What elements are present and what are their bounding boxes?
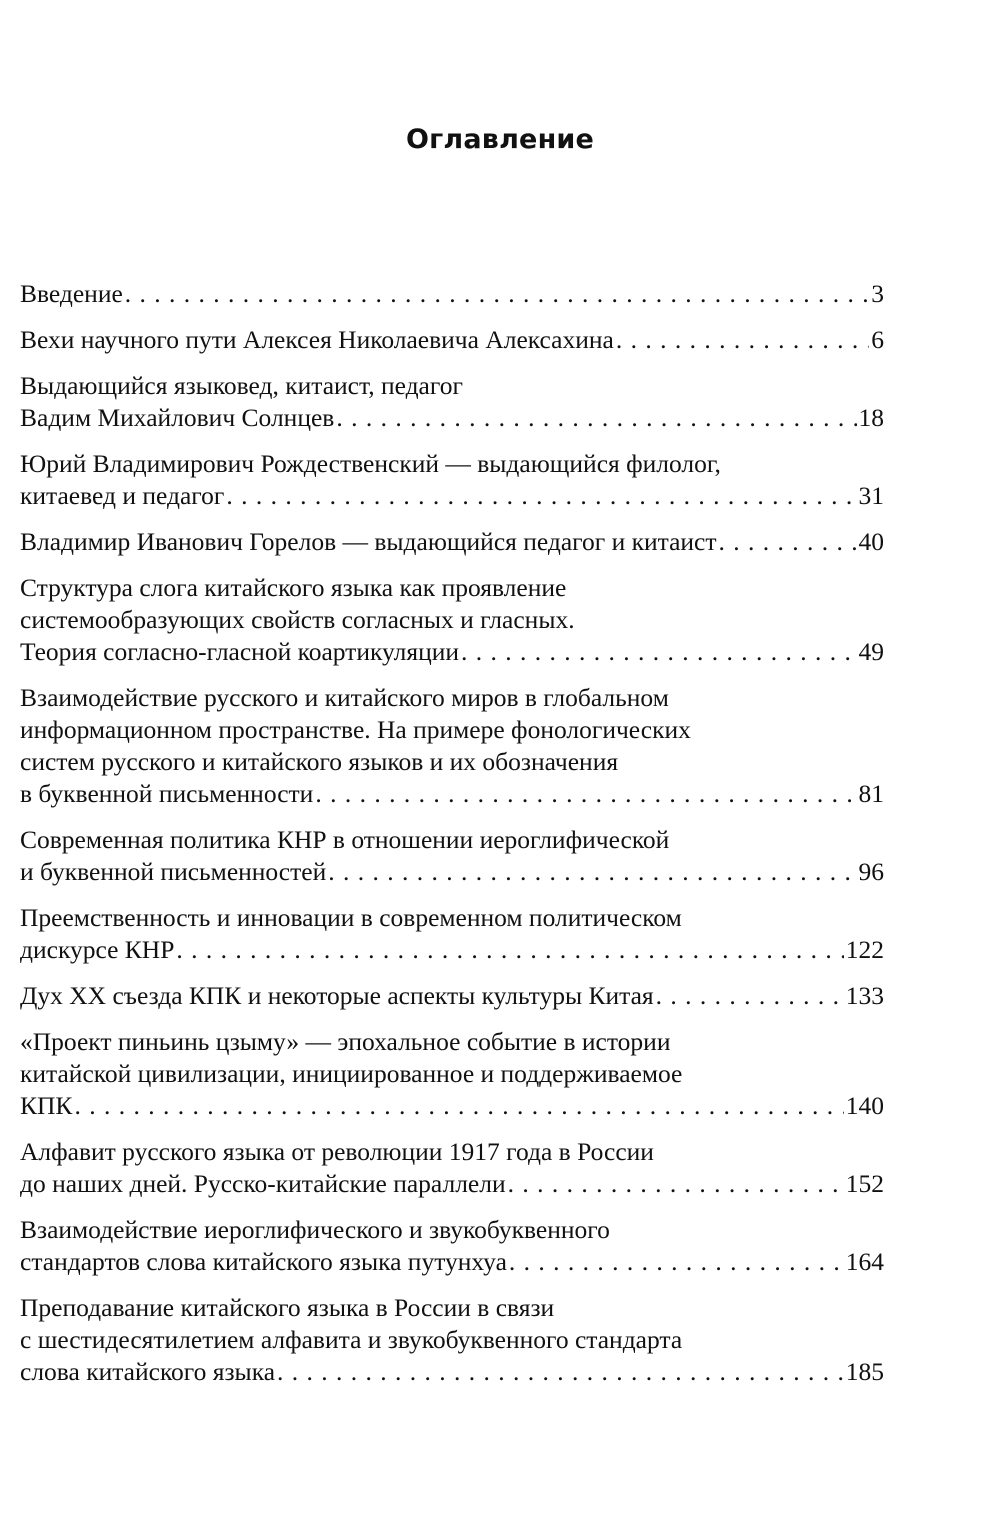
toc-entry-line: дискурсе КНР bbox=[20, 935, 175, 964]
toc-entry bbox=[20, 278, 884, 310]
toc-entry-line: Выдающийся языковед, китаист, педагог bbox=[20, 371, 463, 400]
toc-entry-line: слова китайского языка bbox=[20, 1357, 276, 1386]
dot-leader bbox=[461, 636, 856, 668]
dot-leader bbox=[315, 778, 856, 810]
toc-entry-last-line bbox=[20, 1356, 884, 1388]
toc-entry bbox=[20, 526, 884, 558]
toc-entry-last-line bbox=[20, 402, 884, 434]
dot-leader bbox=[508, 1168, 844, 1200]
toc-entry-line: Преемственность и инновации в современном политическом bbox=[20, 903, 682, 932]
dot-leader bbox=[336, 402, 856, 434]
toc-page-number: 31 bbox=[858, 481, 884, 510]
dot-leader bbox=[176, 934, 843, 966]
toc-page-number: 96 bbox=[858, 857, 884, 886]
toc-entry-line: Владимир Иванович Горелов — выдающийся педагог и китаист bbox=[20, 527, 717, 556]
dot-leader bbox=[328, 856, 856, 888]
toc-entry-last-line bbox=[20, 1168, 884, 1200]
toc-page-number: 3 bbox=[871, 279, 884, 308]
toc-entry bbox=[20, 1026, 884, 1122]
toc-entry-last-line bbox=[20, 778, 884, 810]
toc-page-number: 40 bbox=[858, 527, 884, 556]
toc-entry-line: информационном пространстве. На примере фонологических bbox=[20, 715, 691, 744]
toc-entry bbox=[20, 1292, 884, 1388]
toc-entry-line: систем русского и китайского языков и их обозначения bbox=[20, 747, 619, 776]
dot-leader bbox=[125, 278, 869, 310]
toc-entry-line: и буквенной письменностей bbox=[20, 857, 327, 886]
toc-entry bbox=[20, 370, 884, 434]
toc-entry-last-line bbox=[20, 980, 884, 1012]
toc-page-number: 122 bbox=[845, 935, 884, 964]
toc-entry bbox=[20, 448, 884, 512]
toc-entry-last-line bbox=[20, 1090, 884, 1122]
dot-leader bbox=[74, 1090, 843, 1122]
toc-entry bbox=[20, 980, 884, 1012]
toc-page-number: 133 bbox=[845, 981, 884, 1010]
toc-entry-line: Юрий Владимирович Рождественский — выдающийся филолог, bbox=[20, 449, 721, 478]
toc-entry-last-line bbox=[20, 480, 884, 512]
toc-entry bbox=[20, 1214, 884, 1278]
toc-page-number: 49 bbox=[858, 637, 884, 666]
toc-entry-last-line bbox=[20, 636, 884, 668]
dot-leader bbox=[277, 1356, 844, 1388]
toc-entry bbox=[20, 824, 884, 888]
toc-entry-line: китаевед и педагог bbox=[20, 481, 225, 510]
toc-entry-line: Современная политика КНР в отношении иероглифической bbox=[20, 825, 670, 854]
toc-entry-line: китайской цивилизации, инициированное и поддерживаемое bbox=[20, 1059, 683, 1088]
toc-entry-last-line bbox=[20, 278, 884, 310]
dot-leader bbox=[656, 980, 844, 1012]
toc-page-number: 6 bbox=[871, 325, 884, 354]
dot-leader bbox=[719, 526, 857, 558]
toc-entry bbox=[20, 902, 884, 966]
page-title: Оглавление bbox=[405, 124, 595, 155]
toc-entry-last-line bbox=[20, 1246, 884, 1278]
toc-entry-last-line bbox=[20, 526, 884, 558]
toc-entry-line: Теория согласно-гласной коартикуляции bbox=[20, 637, 460, 666]
toc-entry-line: с шестидесятилетием алфавита и звукобуквенного стандарта bbox=[20, 1325, 683, 1354]
toc-entry bbox=[20, 1136, 884, 1200]
dot-leader bbox=[616, 324, 869, 356]
toc-entry bbox=[20, 324, 884, 356]
toc-page-number: 185 bbox=[845, 1357, 884, 1386]
toc-entry-line: системообразующих свойств согласных и гласных. bbox=[20, 605, 575, 634]
toc-entry-line: «Проект пиньинь цзыму» — эпохальное событие в истории bbox=[20, 1027, 671, 1056]
toc-entry-line: Структура слога китайского языка как проявление bbox=[20, 573, 567, 602]
toc-entry-line: стандартов слова китайского языка путунхуа bbox=[20, 1247, 507, 1276]
toc-entry bbox=[20, 572, 884, 668]
toc-entry-last-line bbox=[20, 856, 884, 888]
toc-page-number: 18 bbox=[858, 403, 884, 432]
dot-leader bbox=[226, 480, 856, 512]
toc-entry-line: Вадим Михайлович Солнцев bbox=[20, 403, 335, 432]
toc-entry-line: Алфавит русского языка от революции 1917 года в России bbox=[20, 1137, 654, 1166]
toc-entry bbox=[20, 682, 884, 810]
dot-leader bbox=[509, 1246, 844, 1278]
toc-entry-last-line bbox=[20, 934, 884, 966]
toc-entry-line: до наших дней. Русско-китайские параллели bbox=[20, 1169, 506, 1198]
toc-page-number: 140 bbox=[845, 1091, 884, 1120]
toc-page-number: 81 bbox=[858, 779, 884, 808]
toc-page-number: 152 bbox=[845, 1169, 884, 1198]
toc-entry-line: Введение bbox=[20, 279, 123, 308]
toc-entry-line: КПК bbox=[20, 1091, 73, 1120]
toc-entry-line: Взаимодействие иероглифического и звукобуквенного bbox=[20, 1215, 610, 1244]
toc-entry-line: в буквенной письменности bbox=[20, 779, 314, 808]
table-of-contents bbox=[20, 278, 884, 1402]
toc-entry-line: Дух XX съезда КПК и некоторые аспекты культуры Китая bbox=[20, 981, 654, 1010]
toc-entry-line: Преподавание китайского языка в России в связи bbox=[20, 1293, 555, 1322]
toc-entry-last-line bbox=[20, 324, 884, 356]
toc-entry-line: Вехи научного пути Алексея Николаевича Алексахина bbox=[20, 325, 614, 354]
toc-entry-line: Взаимодействие русского и китайского миров в глобальном bbox=[20, 683, 669, 712]
toc-page-number: 164 bbox=[845, 1247, 884, 1276]
